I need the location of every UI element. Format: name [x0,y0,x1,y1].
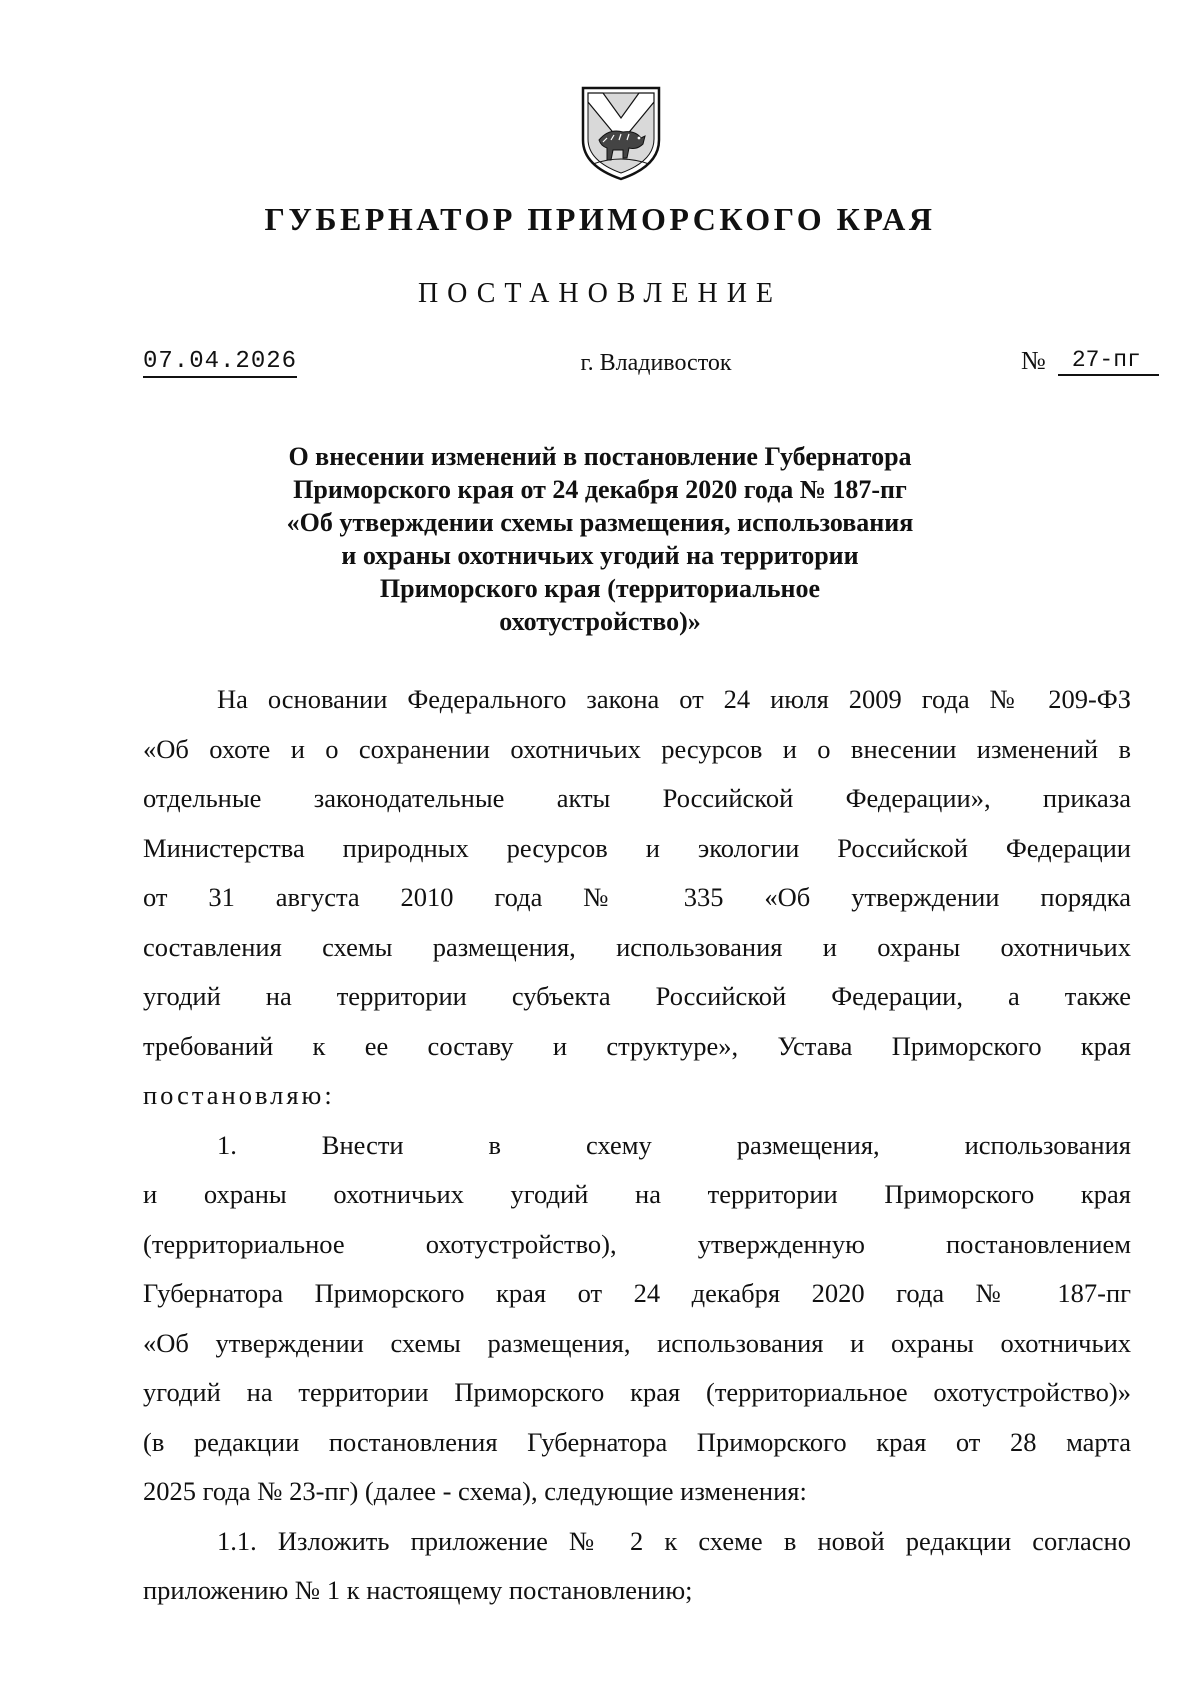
body-line: (в редакции постановления Губернатора Приморского края от 28 марта [143,1426,1131,1457]
coat-of-arms-icon [579,84,663,182]
body-line: «Об охоте и о сохранении охотничьих ресурсов и о внесении изменений в [143,733,1131,764]
body-line: отдельные законодательные акты Российской Федерации», приказа [143,783,1131,813]
document-number: 27-пг [1058,347,1159,376]
body-line: от 31 августа 2010 года № 335 «Об утверждении порядка [143,882,1131,912]
body-line: На основании Федерального закона от 24 июля 2009 года № 209-ФЗ [217,684,1131,714]
body-line: 1.1. Изложить приложение № 2 к схеме в новой редакции согласно [217,1525,1131,1556]
document-city: г. Владивосток [580,350,732,376]
issuing-authority: ГУБЕРНАТОР ПРИМОРСКОГО КРАЯ [264,201,936,237]
document-title [0,440,1200,638]
body-line: угодий на территории субъекта Российской Федерации, а также [143,981,1131,1011]
title-line: Приморского края от 24 декабря 2020 года № 187-пг [293,475,907,504]
body-line: требований к ее составу и структуре», Устава Приморского края [143,1030,1131,1061]
title-line: О внесении изменений в постановление Губернатора [288,442,912,471]
document-body [143,675,1131,1616]
title-line: охотустройство)» [499,607,701,636]
title-line: «Об утверждении схемы размещения, использования [286,508,914,537]
body-line: (территориальное охотустройство), утвержденную постановлением [143,1228,1131,1259]
body-line: 1. Внести в схему размещения, использования [217,1129,1131,1160]
body-line: Министерства природных ресурсов и экологии Российской Федерации [143,832,1131,863]
document-number-block [1021,346,1159,376]
body-line: и охраны охотничьих угодий на территории Приморского края [143,1179,1131,1209]
body-line: Губернатора Приморского края от 24 декабря 2020 года № 187-пг [143,1278,1131,1308]
number-sign: № [1021,346,1046,375]
body-line: угодий на территории Приморского края (территориальное охотустройство)» [143,1377,1131,1407]
body-line: 2025 года № 23-пг) (далее - схема), следующие изменения: [143,1476,807,1506]
body-line: составления схемы размещения, использования и охраны охотничьих [143,931,1131,962]
body-line: приложению № 1 к настоящему постановлению; [143,1575,693,1605]
document-type: ПОСТАНОВЛЕНИЕ [417,278,783,309]
title-line: и охраны охотничьих угодий на территории [341,541,859,570]
title-line: Приморского края (территориальное [379,574,821,603]
body-line: «Об утверждении схемы размещения, использования и охраны охотничьих [143,1327,1131,1358]
resolution-word: постановляю: [143,1080,335,1110]
document-date: 07.04.2026 [143,348,297,378]
